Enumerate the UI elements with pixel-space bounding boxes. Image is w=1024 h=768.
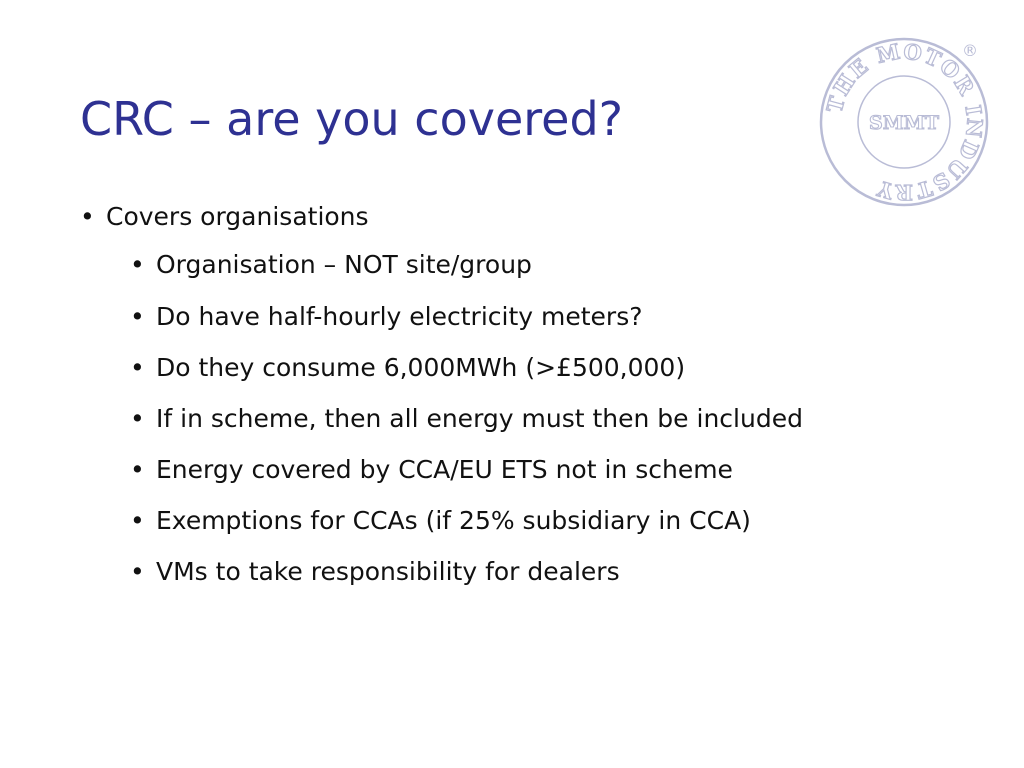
bullet-dot: •: [130, 353, 145, 382]
bullet-text: Covers organisations: [106, 202, 369, 231]
bullet-item: [130, 557, 620, 587]
bullet-dot: •: [130, 557, 145, 586]
bullet-dot: •: [130, 250, 145, 279]
bullet-dot: •: [80, 202, 95, 231]
bullet-dot: •: [130, 506, 145, 535]
bullet-text: If in scheme, then all energy must then be included: [156, 404, 803, 433]
slide-title: CRC – are you covered?: [80, 92, 624, 146]
bullet-text: Energy covered by CCA/EU ETS not in scheme: [156, 455, 733, 484]
bullet-text: VMs to take responsibility for dealers: [156, 557, 620, 586]
bullet-dot: •: [130, 404, 145, 433]
bullet-item: [130, 455, 733, 485]
smmt-logo: [818, 36, 990, 208]
bullet-item: [80, 202, 369, 232]
bullet-text: Exemptions for CCAs (if 25% subsidiary in CCA): [156, 506, 751, 535]
registered-mark: ®: [962, 41, 978, 60]
bullet-item: [130, 506, 751, 536]
logo-center-text: SMMT: [869, 112, 939, 134]
bullet-item: [130, 250, 532, 280]
bullet-item: [130, 404, 803, 434]
bullet-item: [130, 302, 643, 332]
bullet-text: Do have half-hourly electricity meters?: [156, 302, 643, 331]
bullet-dot: •: [130, 302, 145, 331]
bullet-item: [130, 353, 685, 383]
bullet-dot: •: [130, 455, 145, 484]
logo-ring-text: THE MOTOR INDUSTRY: [821, 38, 988, 206]
bullet-text: Do they consume 6,000MWh (>£500,000): [156, 353, 686, 382]
bullet-text: Organisation – NOT site/group: [156, 250, 532, 279]
